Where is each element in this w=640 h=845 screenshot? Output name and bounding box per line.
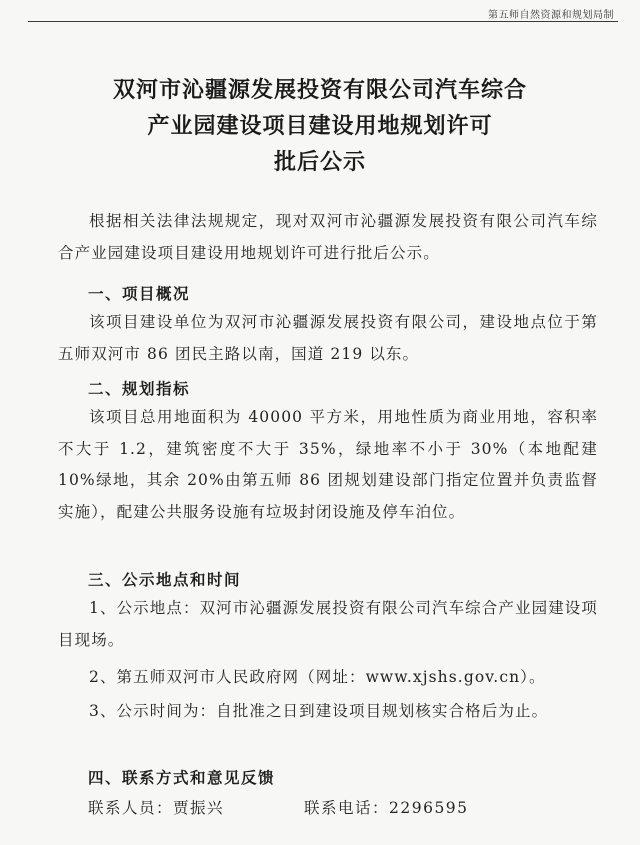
title-line-2: 产业园建设项目建设用地规划许可	[147, 113, 493, 139]
section-3-item-3: 3、公示时间为：自批准之日到建设项目规划核实合格后为止。	[89, 702, 549, 720]
section-1-body: 该项目建设单位为双河市沁疆源发展投资有限公司，建设地点位于第五师双河市 86 团民主路以南，国道 219 以东。	[58, 313, 598, 363]
section-4-heading: 四、联系方式和意见反馈	[88, 769, 276, 787]
section-1-heading: 一、项目概况	[88, 285, 191, 303]
section-3-item-1: 1、公示地点：双河市沁疆源发展投资有限公司汽车综合产业园建设项目现场。	[58, 599, 598, 649]
title-line-3: 批后公示	[273, 149, 366, 175]
contact-phone: 联系电话：2296595	[304, 799, 469, 817]
intro-paragraph: 根据相关法律法规规定，现对双河市沁疆源发展投资有限公司汽车综合产业园建设项目建设用地规划许可进行批后公示。	[58, 212, 598, 262]
section-2-body: 该项目总用地面积为 40000 平方米，用地性质为商业用地，容积率不大于 1.2，建筑密度不大于 35%，绿地率不小于 30%（本地配建 10%绿地，其余 20%由第五师 86 团规划建设部门指定位置并负责监督实施），配建公共服务设施有垃圾封闭设施及停车泊位。	[58, 408, 598, 521]
section-3-item-2: 2、第五师双河市人民政府网（网址：www.xjshs.gov.cn）。	[89, 668, 546, 686]
section-2-heading: 二、规划指标	[88, 380, 191, 398]
header-divider	[28, 21, 618, 22]
contact-person: 联系人员：贾振兴	[88, 799, 225, 817]
section-3-heading: 三、公示地点和时间	[88, 571, 242, 589]
title-line-1: 双河市沁疆源发展投资有限公司汽车综合	[112, 77, 527, 103]
contact-row	[88, 796, 588, 818]
header-org-text: 第五师自然资源和规划局制	[488, 10, 614, 21]
